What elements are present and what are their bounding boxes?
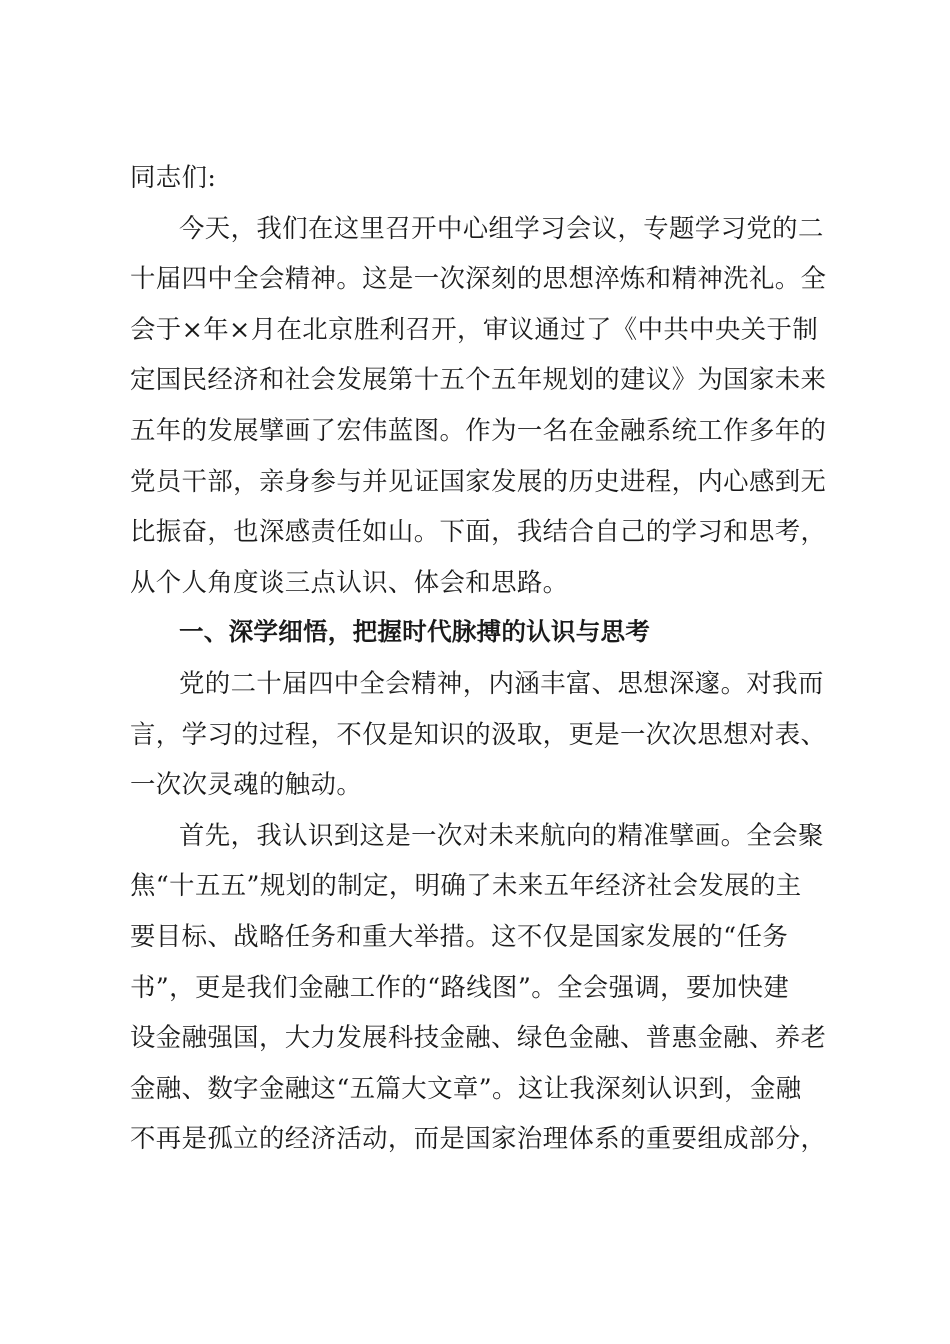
text-line: 首先，我认识到这是一次对未来航向的精准擘画。全会聚 [179, 819, 824, 850]
text-line: 设金融强国，大力发展科技金融、绿色金融、普惠金融、养老 [130, 1022, 827, 1053]
text-line: 书”，更是我们金融工作的“路线图”。全会强调，要加快建 [130, 971, 790, 1002]
section-heading: 一、深学细悟，把握时代脉搏的认识与思考 [179, 617, 651, 647]
salutation: 同志们: [130, 162, 217, 192]
text-line: 今天，我们在这里召开中心组学习会议，专题学习党的二 [179, 212, 824, 243]
text-line: 五年的发展擘画了宏伟蓝图。作为一名在金融系统工作多年的 [130, 414, 827, 445]
text-line: 焦“十五五”规划的制定，明确了未来五年经济社会发展的主 [130, 870, 802, 901]
text-line: 十届四中全会精神。这是一次深刻的思想淬炼和精神洗礼。全 [130, 263, 827, 294]
paragraph-section-2 [130, 810, 830, 1164]
text-line: 要目标、战略任务和重大举措。这不仅是国家发展的“任务 [130, 920, 789, 951]
text-line: 比振奋，也深感责任如山。下面，我结合自己的学习和思考， [130, 516, 827, 547]
text-line: 不再是孤立的经济活动，而是国家治理体系的重要组成部分， [130, 1123, 827, 1154]
text-line: 党员干部，亲身参与并见证国家发展的历史进程，内心感到无 [130, 465, 827, 496]
paragraph-intro [130, 203, 830, 608]
text-line: 会于×年×月在北京胜利召开，审议通过了《中共中央关于制 [130, 313, 819, 344]
text-line: 党的二十届四中全会精神，内涵丰富、思想深邃。对我而 [179, 667, 824, 698]
text-line: 定国民经济和社会发展第十五个五年规划的建议》为国家未来 [130, 364, 827, 395]
text-line: 言，学习的过程，不仅是知识的汲取，更是一次次思想对表、 [130, 718, 827, 749]
text-line: 一次次灵魂的触动。 [130, 769, 363, 800]
text-line: 金融、数字金融这“五篇大文章”。这让我深刻认识到，金融 [130, 1072, 802, 1103]
document-page [130, 152, 830, 1164]
text-line: 从个人角度谈三点认识、体会和思路。 [130, 566, 569, 597]
paragraph-section-1 [130, 658, 830, 810]
